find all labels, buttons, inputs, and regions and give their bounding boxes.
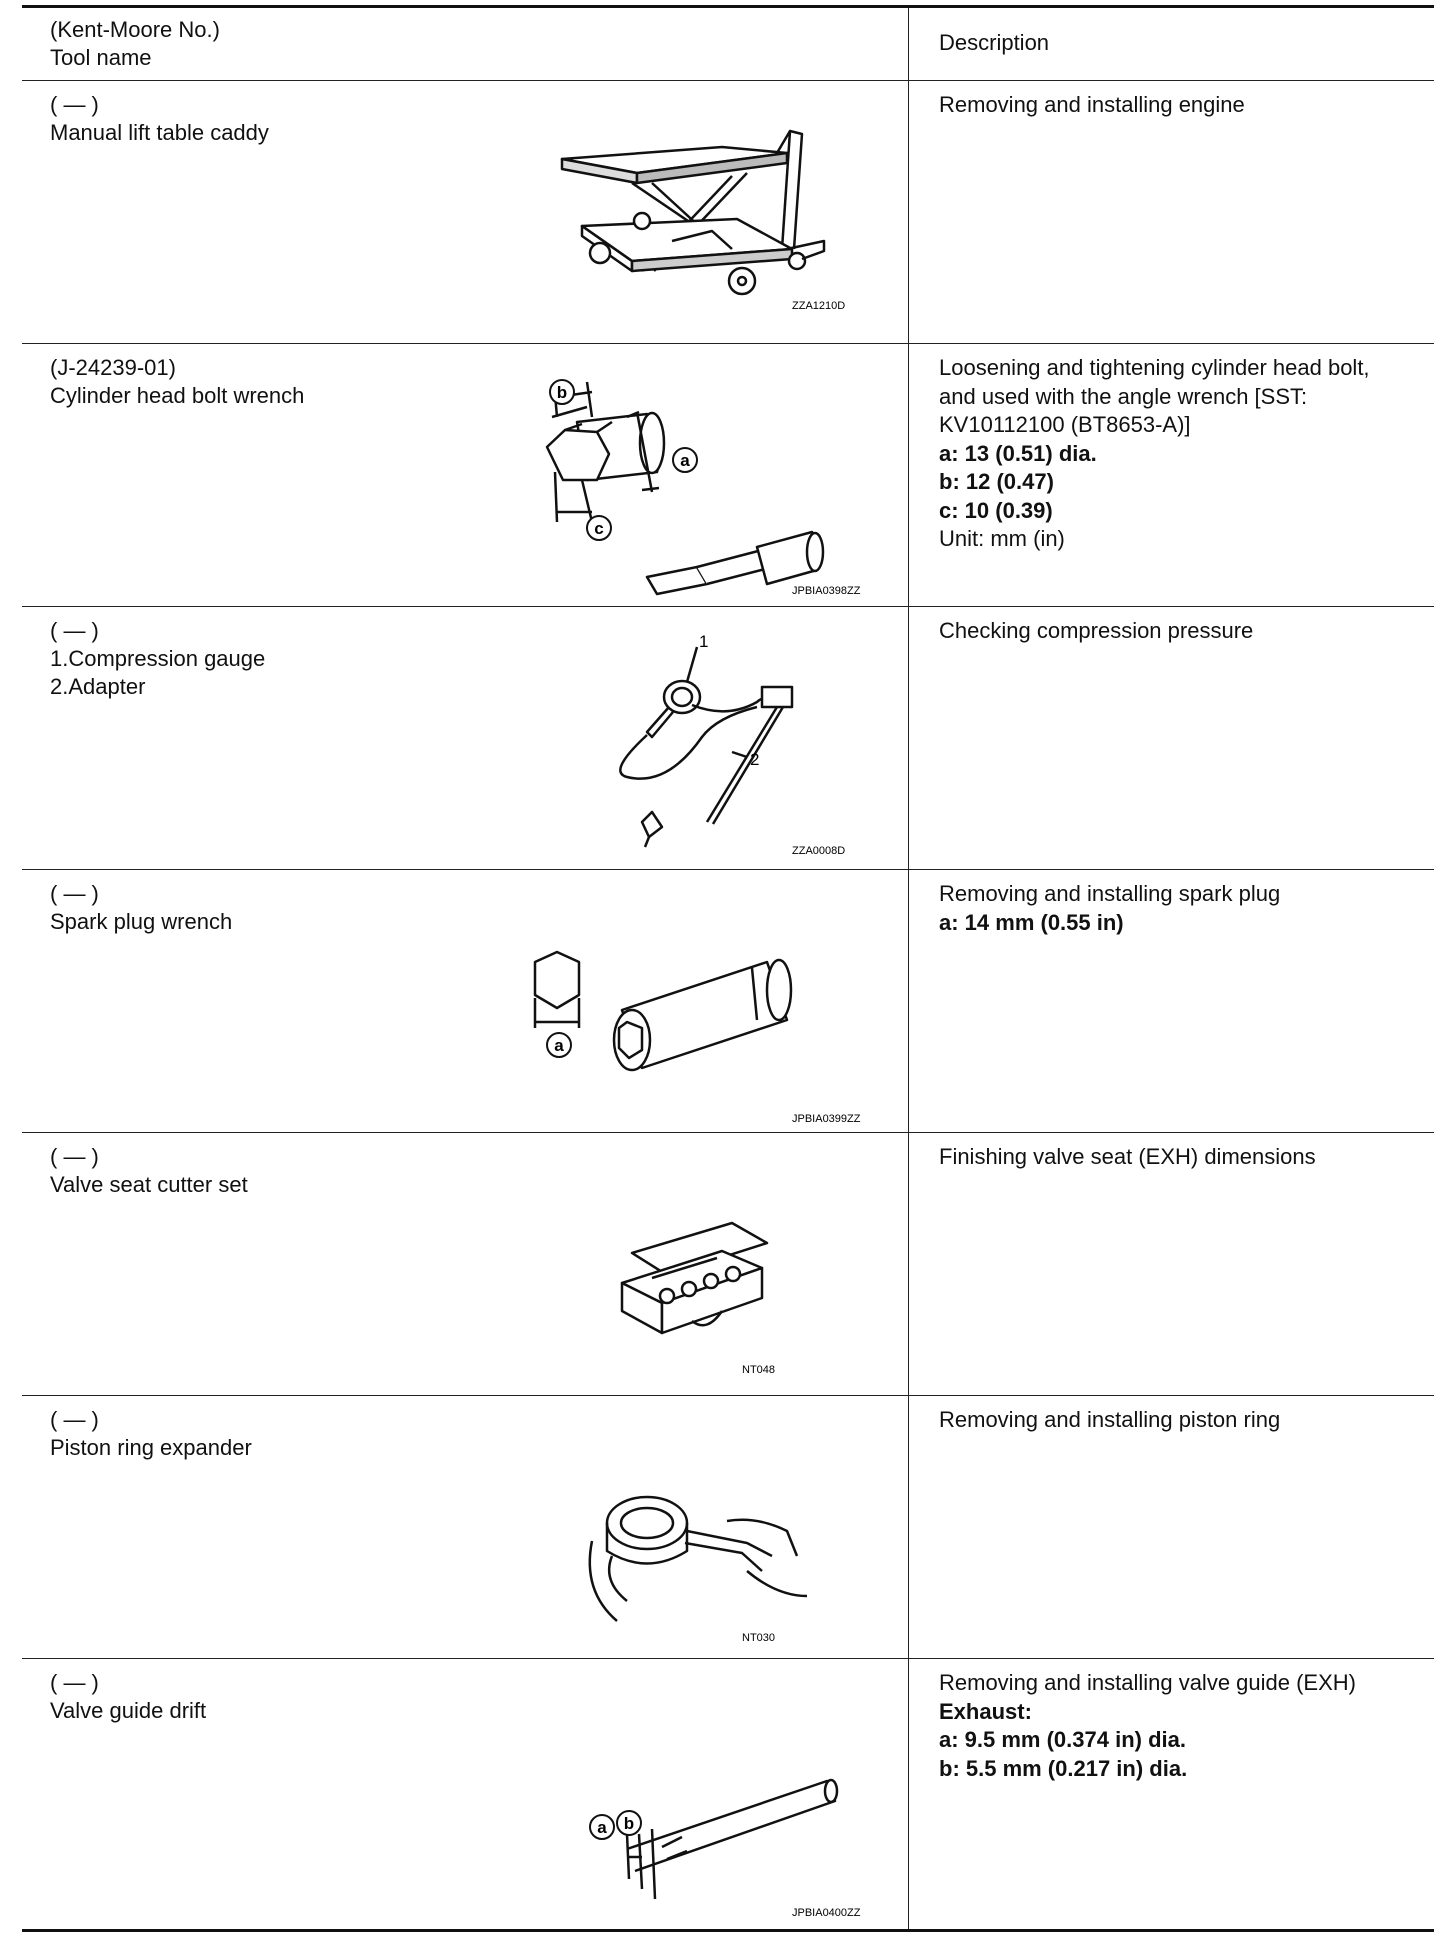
header-description: Description xyxy=(939,30,1050,55)
valve-guide-drift-illustration xyxy=(567,1739,887,1924)
table-row xyxy=(22,344,1434,607)
spark-plug-wrench-illustration xyxy=(517,940,887,1130)
label-b: b xyxy=(556,383,568,402)
tool-name: Piston ring expander xyxy=(50,1435,252,1460)
tool-number: ( — ) xyxy=(50,1144,99,1169)
tool-name: Spark plug wrench xyxy=(50,909,233,934)
figure-code: NT030 xyxy=(742,1632,776,1644)
spec-b: b: 12 (0.47) xyxy=(939,469,1054,494)
tool-description: Removing and installing spark plug xyxy=(939,881,1281,906)
table-row xyxy=(22,1659,1434,1929)
tool-description: Checking compression pressure xyxy=(939,618,1254,643)
label-c: c xyxy=(594,519,604,538)
tool-description: KV10112100 (BT8653-A)] xyxy=(939,412,1191,437)
tool-description: Removing and installing engine xyxy=(939,92,1245,117)
spec-c: c: 10 (0.39) xyxy=(939,497,1053,523)
table-row xyxy=(22,870,1434,1133)
tool-name: Cylinder head bolt wrench xyxy=(50,383,305,408)
table-row xyxy=(22,1396,1434,1659)
tool-description: Removing and installing valve guide (EXH) xyxy=(939,1670,1356,1695)
valve-seat-cutter-set-illustration xyxy=(607,1223,837,1383)
tool-description: Finishing valve seat (EXH) dimensions xyxy=(939,1144,1316,1169)
tool-description: Loosening and tightening cylinder head bolt, xyxy=(939,355,1370,380)
tool-name: 2.Adapter xyxy=(50,674,146,699)
spec-a: a: 14 mm (0.55 in) xyxy=(939,909,1124,935)
tool-number: ( — ) xyxy=(50,1407,99,1432)
tool-name: Valve seat cutter set xyxy=(50,1172,248,1197)
figure-code: JPBIA0400ZZ xyxy=(792,1907,861,1919)
tool-number: ( — ) xyxy=(50,92,99,117)
label-2: 2 xyxy=(750,750,760,769)
figure-code: JPBIA0399ZZ xyxy=(792,1113,861,1125)
tool-description: and used with the angle wrench [SST: xyxy=(939,383,1308,409)
figure-code: ZZA0008D xyxy=(792,845,846,857)
label-1: 1 xyxy=(699,632,709,651)
spec-heading: Exhaust: xyxy=(939,1698,1032,1724)
table-row xyxy=(22,81,1434,344)
tool-description: Removing and installing piston ring xyxy=(939,1407,1281,1432)
figure-code: ZZA1210D xyxy=(792,300,846,312)
tool-name: Manual lift table caddy xyxy=(50,120,269,145)
head-bolt-wrench-illustration xyxy=(517,372,887,602)
tool-number: ( — ) xyxy=(50,618,99,643)
label-a: a xyxy=(680,451,690,470)
piston-ring-expander-illustration xyxy=(587,1481,827,1651)
label-b: b xyxy=(623,1814,635,1833)
spec-a: a: 13 (0.51) dia. xyxy=(939,440,1097,466)
compression-gauge-illustration xyxy=(607,632,877,862)
tool-name: 1.Compression gauge xyxy=(50,646,266,671)
table-row xyxy=(22,1133,1434,1396)
spec-a: a: 9.5 mm (0.374 in) dia. xyxy=(939,1727,1186,1752)
header-tool-column xyxy=(50,16,220,72)
table-row xyxy=(22,607,1434,870)
header-tool-name: Tool name xyxy=(50,45,152,70)
label-a: a xyxy=(597,1818,607,1837)
header-kent-moore: (Kent-Moore No.) xyxy=(50,17,220,42)
unit-note: Unit: mm (in) xyxy=(939,526,1065,551)
table-header-row xyxy=(22,8,1434,81)
label-a: a xyxy=(554,1036,564,1055)
tool-name: Valve guide drift xyxy=(50,1698,207,1723)
spec-b: b: 5.5 mm (0.217 in) dia. xyxy=(939,1755,1188,1781)
tool-number: ( — ) xyxy=(50,881,99,906)
figure-code: JPBIA0398ZZ xyxy=(792,585,861,597)
lift-table-illustration xyxy=(562,131,846,331)
special-service-tools-table xyxy=(22,5,1434,1932)
tool-number: (J-24239-01) xyxy=(50,355,176,380)
figure-code: NT048 xyxy=(742,1364,776,1376)
tool-number: ( — ) xyxy=(50,1670,99,1695)
